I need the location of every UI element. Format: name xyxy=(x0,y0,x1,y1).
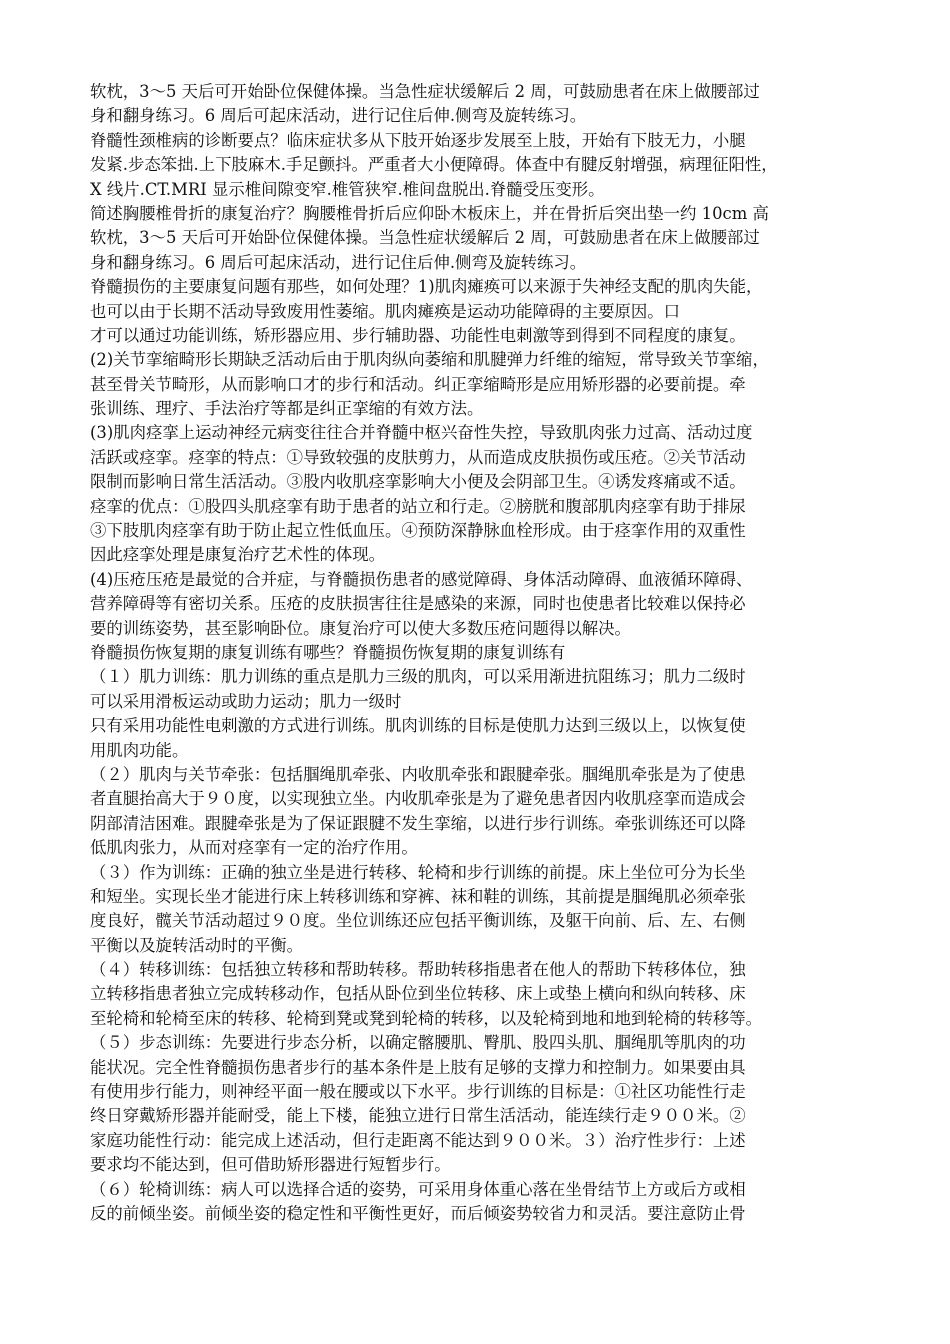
document-page xyxy=(90,80,870,1226)
text-line: 甚至骨关节畸形，从而影响口才的步行和活动。纠正挛缩畸形是应用矫形器的必要前提。牵 xyxy=(90,374,746,394)
text-line: （４）转移训练：包括独立转移和帮助转移。帮助转移指患者在他人的帮助下转移体位，独 xyxy=(90,960,746,980)
text-line: 营养障碍等有密切关系。压疮的皮肤损害往往是感染的来源，同时也使患者比较难以保持必 xyxy=(90,594,746,614)
text-line: 用肌肉功能。 xyxy=(90,740,189,760)
text-line: 立转移指患者独立完成转移动作，包括从卧位到坐位转移、床上或垫上横向和纵向转移、床 xyxy=(90,984,746,1004)
text-line: （６）轮椅训练：病人可以选择合适的姿势，可采用身体重心落在坐骨结节上方或后方或相 xyxy=(90,1179,746,1199)
text-line: 身和翻身练习。6 周后可起床活动，进行记住后伸.侧弯及旋转练习。 xyxy=(90,106,587,126)
text-line: 活跃或痉挛。痉挛的特点：①导致较强的皮肤剪力，从而造成皮肤损伤或压疮。②关节活动 xyxy=(90,447,746,467)
text-line: 反的前倾坐姿。前倾坐姿的稳定性和平衡性更好，而后倾姿势较省力和灵活。要注意防止骨 xyxy=(90,1203,746,1223)
text-line: 能状况。完全性脊髓损伤患者步行的基本条件是上肢有足够的支撑力和控制力。如果要由具 xyxy=(90,1057,746,1077)
text-line: （２）肌肉与关节牵张：包括腘绳肌牵张、内收肌牵张和跟腱牵张。腘绳肌牵张是为了使患 xyxy=(90,764,746,784)
text-line: （１）肌力训练：肌力训练的重点是肌力三级的肌肉，可以采用渐进抗阻练习；肌力二级时 xyxy=(90,667,746,687)
text-line: 因此痉挛处理是康复治疗艺术性的体现。 xyxy=(90,545,386,565)
text-line: 才可以通过功能训练，矫形器应用、步行辅助器、功能性电刺激等到得到不同程度的康复。 xyxy=(90,325,746,345)
text-line: 发紧.步态笨拙.上下肢麻木.手足颤抖。严重者大小便障碍。体查中有腱反射增强，病理征阳性， xyxy=(90,155,778,175)
text-line: 脊髓损伤的主要康复问题有那些，如何处理？1)肌肉瘫痪可以来源于失神经支配的肌肉失能， xyxy=(90,277,763,297)
text-line: 张训练、理疗、手法治疗等都是纠正挛缩的有效方法。 xyxy=(90,399,484,419)
text-line: 阴部清洁困难。跟腱牵张是为了保证跟腱不发生挛缩，以进行步行训练。牵张训练还可以降 xyxy=(90,813,746,833)
text-line: ③下肢肌肉痉挛有助于防止起立性低血压。④预防深静脉血栓形成。由于痉挛作用的双重性 xyxy=(90,521,746,541)
text-line: 可以采用滑板运动或助力运动；肌力一级时 xyxy=(90,691,402,711)
text-line: （３）作为训练：正确的独立坐是进行转移、轮椅和步行训练的前提。床上坐位可分为长坐 xyxy=(90,862,746,882)
text-line: 要求均不能达到，但可借助矫形器进行短暂步行。 xyxy=(90,1155,451,1175)
text-line: 平衡以及旋转活动时的平衡。 xyxy=(90,935,304,955)
text-line: (2)关节挛缩畸形长期缺乏活动后由于肌肉纵向萎缩和肌腱弹力纤维的缩短，常导致关节挛缩， xyxy=(90,350,769,370)
text-line: 者直腿抬高大于９０度，以实现独立坐。内收肌牵张是为了避免患者因内收肌痉挛而造成会 xyxy=(90,789,746,809)
text-line: 也可以由于长期不活动导致废用性萎缩。肌肉瘫痪是运动功能障碍的主要原因。口 xyxy=(90,301,681,321)
text-line: 终日穿戴矫形器并能耐受，能上下楼，能独立进行日常生活活动，能连续行走９００米。② xyxy=(90,1106,746,1126)
text-line: 简述胸腰椎骨折的康复治疗？胸腰椎骨折后应仰卧木板床上，并在骨折后突出垫一约 10cm 高 xyxy=(90,203,769,223)
text-line: 痉挛的优点：①股四头肌痉挛有助于患者的站立和行走。②膀胱和腹部肌肉痉挛有助于排尿 xyxy=(90,496,746,516)
text-line: 低肌肉张力，从而对痉挛有一定的治疗作用。 xyxy=(90,838,418,858)
text-line: 只有采用功能性电刺激的方式进行训练。肌肉训练的目标是使肌力达到三级以上，以恢复使 xyxy=(90,716,746,736)
text-line: 和短坐。实现长坐才能进行床上转移训练和穿裤、袜和鞋的训练，其前提是腘绳肌必须牵张 xyxy=(90,886,746,906)
text-line: 软枕，3～5 天后可开始卧位保健体操。当急性症状缓解后 2 周，可鼓励患者在床上做腰部过 xyxy=(90,228,760,248)
text-line: (4)压疮压疮是最觉的合并症，与脊髓损伤患者的感觉障碍、身体活动障碍、血液循环障碍、 xyxy=(90,569,753,589)
text-line: 要的训练姿势，甚至影响卧位。康复治疗可以使大多数压疮问题得以解决。 xyxy=(90,618,631,638)
text-line: 脊髓损伤恢复期的康复训练有哪些？脊髓损伤恢复期的康复训练有 xyxy=(90,642,566,662)
text-line: X 线片.CT.MRI 显示椎间隙变窄.椎管狭窄.椎间盘脱出.脊髓受压变形。 xyxy=(90,179,605,199)
text-line: (3)肌肉痉挛上运动神经元病变往往合并脊髓中枢兴奋性失控，导致肌肉张力过高、活动过度 xyxy=(90,423,753,443)
text-line: 脊髓性颈椎病的诊断要点？临床症状多从下肢开始逐步发展至上肢，开始有下肢无力，小腿 xyxy=(90,130,746,150)
text-line: 家庭功能性行动：能完成上述活动，但行走距离不能达到９００米。３）治疗性步行：上述 xyxy=(90,1130,746,1150)
text-line: 限制而影响日常生活活动。③股内收肌痉挛影响大小便及会阴部卫生。④诱发疼痛或不适。 xyxy=(90,472,746,492)
text-line: 有使用步行能力，则神经平面一般在腰或以下水平。步行训练的目标是：①社区功能性行走 xyxy=(90,1082,746,1102)
text-line: （５）步态训练：先要进行步态分析，以确定髂腰肌、臀肌、股四头肌、腘绳肌等肌肉的功 xyxy=(90,1033,746,1053)
text-line: 软枕，3～5 天后可开始卧位保健体操。当急性症状缓解后 2 周，可鼓励患者在床上做腰部过 xyxy=(90,82,760,101)
text-line: 度良好，髋关节活动超过９０度。坐位训练还应包括平衡训练，及躯干向前、后、左、右侧 xyxy=(90,911,746,931)
text-line: 至轮椅和轮椅至床的转移、轮椅到凳或凳到轮椅的转移，以及轮椅到地和地到轮椅的转移等。 xyxy=(90,1008,763,1028)
text-line: 身和翻身练习。6 周后可起床活动，进行记住后伸.侧弯及旋转练习。 xyxy=(90,252,587,272)
